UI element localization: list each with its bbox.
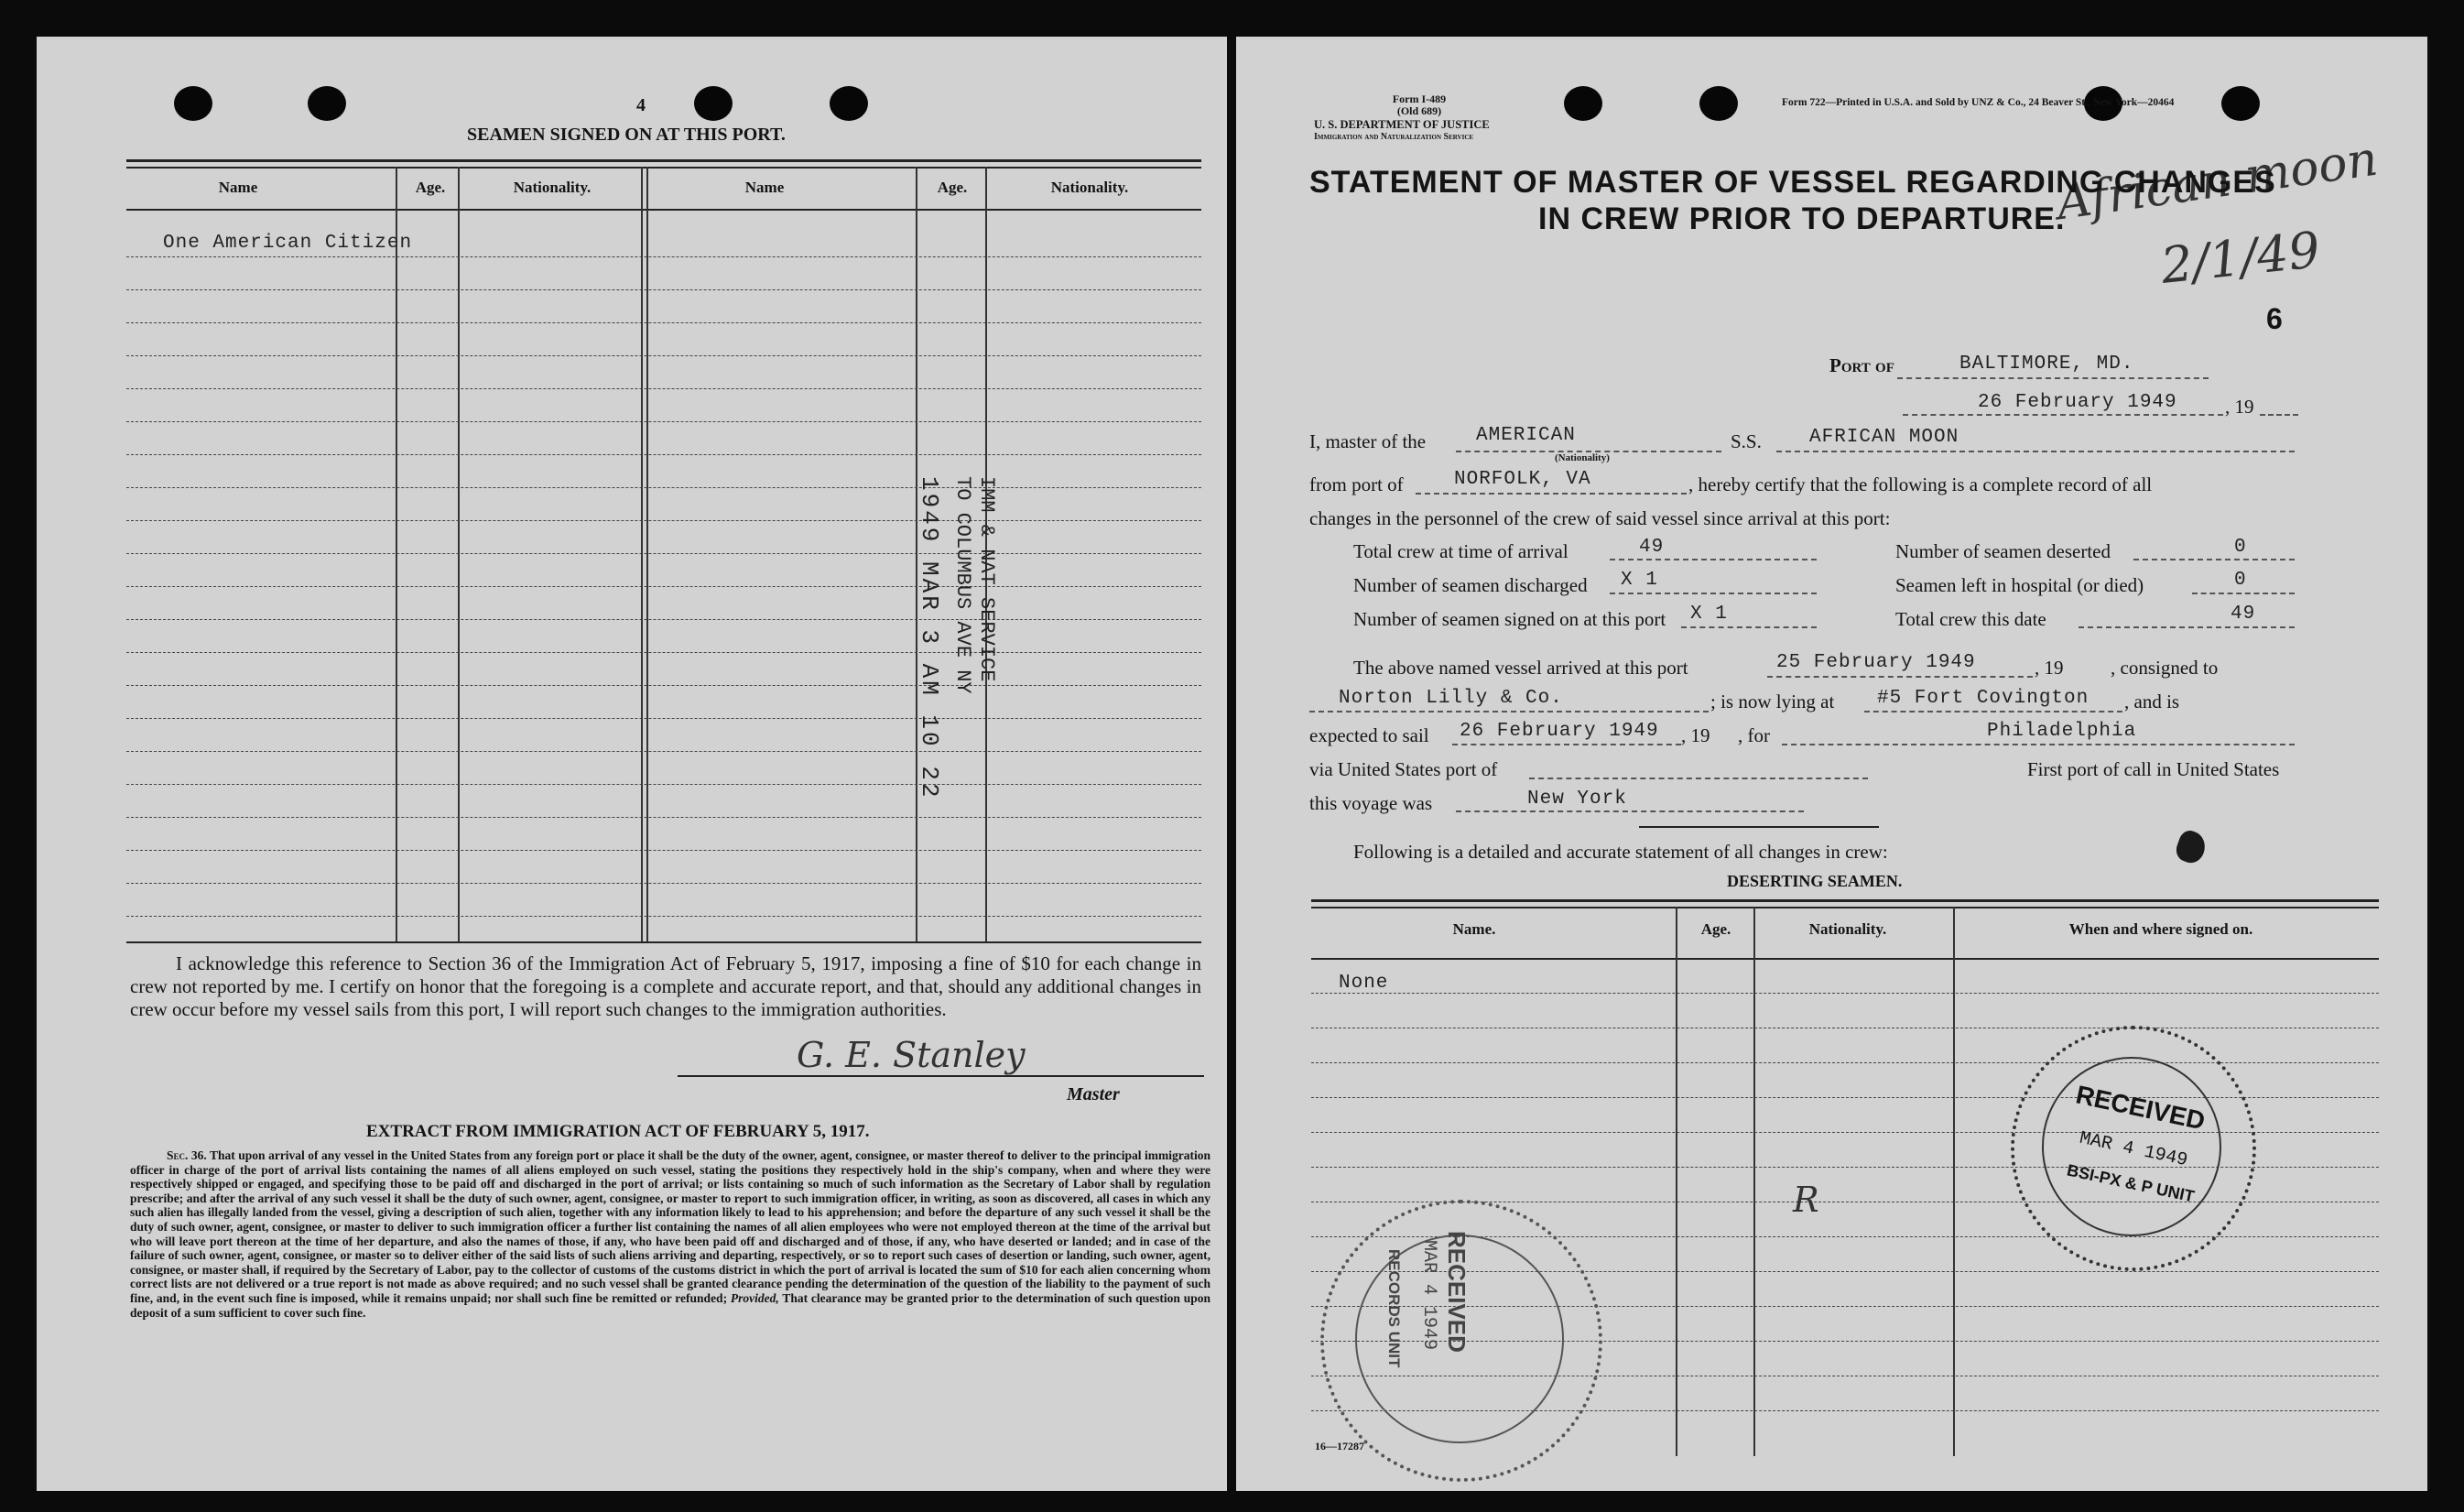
date-stamp-line: IMM & NAT SERVICE — [975, 476, 998, 682]
department: U. S. DEPARTMENT OF JUSTICE — [1314, 118, 1490, 131]
total-crew-date-value: 49 — [2231, 604, 2256, 625]
col-header-when-where: When and where signed on. — [2068, 920, 2253, 938]
col-header-age-2: Age. — [937, 179, 968, 196]
deserted-label: Number of seamen deserted — [1895, 540, 2111, 562]
voyage-value: New York — [1527, 789, 1627, 810]
rule — [126, 209, 1201, 211]
extract-body: That upon arrival of any vessel in the United States from any foreign port or place it shall be the duty of the owner, agent, consignee, or master thereof to deliver to the principal immigration officer in charge of the port of arrival lists containing the names of all aliens employed on such vessel, stating the positions they respectively hold in the ship's company, when and where they were respectively shipped or engaged, and specifying those to be paid off and discharged in the port of arrival; or lists containing so much of such information as the Secretary of Labor shall by regulation prescribe; and after the arrival of any such vessel it shall be the duty of such owner, agent, consignee, or master to report to such immigration officer, in writing, as soon as discovered, all cases in which any such alien has illegally landed from the vessel, giving a description of such alien, together with any information likely to lead to his apprehension; and before the departure of any such vessel it shall be the duty of such owner, agent, consignee, or master to deliver to such immigration officer a further list containing the names of all alien employees who were not employed thereon at the time of the arrival but who will leave port thereon at the time of her departure, and also the names of those, if any, who have been paid off and discharged and of those, if any, who have deserted or landed; and in case of the failure of such owner, agent, consignee, or master so to deliver either of the said lists of such aliens arriving and departing, respectively, or so to report such cases of desertion or landing, such owner, agent, consignee, or master shall, if required by the Secretary of Labor, pay to the collector of customs of the customs district in which the port of arrival is located the sum of $10 for each alien concerning whom correct lists are not delivered or a true report is not made as above required; and no such vessel shall be granted clearance pending the determination of the question of the liability to the payment of such fine, and, in the event such fine is imposed, while it remains unpaid; nor shall such fine be remitted or refunded; — [130, 1148, 1210, 1305]
provided-word: Provided, — [730, 1290, 779, 1305]
field-line — [1767, 676, 2033, 678]
initial-mark: R — [1793, 1180, 1819, 1220]
service: Immigration and Naturalization Service — [1314, 132, 1474, 142]
certify-text: , hereby certify that the following is a complete record of all — [1688, 473, 2153, 495]
rule — [126, 167, 1201, 169]
column-divider — [1676, 907, 1677, 1456]
col-header-age: Age. — [415, 179, 446, 196]
handwritten-vessel-name: African moon — [2053, 131, 2382, 232]
col-header-name-2: Name — [744, 179, 785, 196]
deserted-value: 0 — [2234, 537, 2247, 558]
column-divider — [641, 167, 643, 941]
field-line — [1610, 593, 1817, 594]
changes-text: changes in the personnel of the crew of said vessel since arrival at this port: — [1309, 507, 1891, 529]
col-header-name: Name — [218, 179, 258, 196]
hospital-value: 0 — [2234, 570, 2247, 591]
port-of-label: Port of — [1829, 354, 1894, 376]
port-value: BALTIMORE, MD. — [1959, 354, 2134, 375]
punch-hole — [1564, 86, 1602, 121]
field-line — [1416, 493, 1687, 495]
field-line — [2133, 559, 2295, 560]
col-header-age: Age. — [1700, 920, 1731, 938]
field-line — [1610, 559, 1817, 560]
form-title-line1: STATEMENT OF MASTER OF VESSEL REGARDING CHANGES — [1309, 165, 2276, 200]
total-crew-arrival-value: 49 — [1639, 537, 1665, 558]
total-crew-date-label: Total crew this date — [1895, 608, 2046, 630]
field-line — [1903, 414, 2223, 416]
received-unit: BSI-PX & P UNIT — [2065, 1160, 2197, 1206]
left-page — [37, 37, 1227, 1491]
field-line — [1776, 451, 2295, 452]
master-label: Master — [1067, 1084, 1120, 1104]
field-line — [1782, 744, 2295, 745]
total-crew-arrival-label: Total crew at time of arrival — [1353, 540, 1568, 562]
date-stamp-line: TO COLUMBUS AVE NY — [951, 476, 974, 694]
section-title: SEAMEN SIGNED ON AT THIS PORT. — [467, 125, 786, 145]
field-line — [2192, 593, 2295, 594]
lying-label: ; is now lying at — [1710, 691, 1835, 712]
rule — [1311, 907, 2379, 908]
form-old: (Old 689) — [1396, 104, 1442, 117]
consignee-value: Norton Lilly & Co. — [1339, 688, 1563, 709]
voyage-label: this voyage was — [1309, 792, 1433, 814]
form-number — [1364, 93, 1474, 117]
col-header-nationality: Nationality. — [513, 179, 592, 196]
date-stamp-line: 1949 MAR 3 AM 10 22 — [916, 476, 943, 800]
printer-note: Form 722—Printed in U.S.A. and Sold by UNZ & Co., 24 Beaver St., New York—20464 — [1782, 97, 2175, 108]
following-text: Following is a detailed and accurate statement of all changes in crew: — [1353, 841, 1888, 863]
date-stamp — [916, 476, 998, 800]
received-stamp-2-text — [1385, 1231, 1489, 1451]
received-date-2: MAR 4 1949 — [1418, 1240, 1439, 1351]
form-no: Form I-489 — [1392, 92, 1447, 105]
signed-on-label: Number of seamen signed on at this port — [1353, 608, 1666, 630]
arrived-value: 25 February 1949 — [1776, 652, 1976, 673]
rule — [1639, 826, 1879, 828]
col-header-nationality-2: Nationality. — [1050, 179, 1129, 196]
punch-hole — [830, 86, 868, 121]
via-label: via United States port of — [1309, 758, 1498, 780]
column-divider — [1753, 907, 1755, 1456]
col-header-nationality: Nationality. — [1808, 920, 1887, 938]
expected-suffix: , 19 — [1681, 724, 1710, 746]
received-date: MAR 4 1949 — [2077, 1127, 2190, 1172]
field-line — [1452, 744, 1681, 745]
rule — [126, 941, 1201, 943]
received-stamp — [2011, 1026, 2256, 1271]
received-word: RECEIVED — [2073, 1080, 2208, 1136]
discharged-value: X 1 — [1621, 570, 1658, 591]
handwritten-date: 2/1/49 — [2158, 221, 2323, 295]
column-divider — [1953, 907, 1955, 1456]
signed-on-entry: One American Citizen — [163, 233, 413, 254]
ink-mark — [2173, 828, 2209, 866]
for-label: , for — [1738, 724, 1770, 746]
expected-label: expected to sail — [1309, 724, 1429, 746]
discharged-label: Number of seamen discharged — [1353, 574, 1588, 596]
and-is-text: , and is — [2124, 691, 2180, 712]
vessel-value: AFRICAN MOON — [1809, 427, 1959, 448]
date-value: 26 February 1949 — [1978, 392, 2177, 413]
year-suffix: , 19 — [2225, 396, 2254, 418]
signed-on-value: X 1 — [1690, 604, 1728, 625]
rule — [1311, 958, 2379, 960]
expected-value: 26 February 1949 — [1460, 721, 1659, 742]
field-line — [2079, 626, 2295, 628]
master-of-label: I, master of the — [1309, 430, 1427, 452]
from-port-label: from port of — [1309, 473, 1404, 495]
right-page — [1236, 37, 2427, 1491]
extract-text — [130, 1148, 1210, 1320]
extract-title: EXTRACT FROM IMMIGRATION ACT OF FEBRUARY 5, 1917. — [366, 1122, 870, 1141]
column-divider — [396, 167, 397, 941]
field-line — [1309, 711, 1709, 712]
field-line — [1529, 778, 1868, 779]
received-unit-2: RECORDS UNIT — [1385, 1249, 1403, 1368]
field-line — [1456, 810, 1804, 812]
punch-hole — [174, 86, 212, 121]
from-port-value: NORFOLK, VA — [1454, 469, 1591, 490]
nationality-value: AMERICAN — [1476, 425, 1576, 446]
extract-tail: That clearance may be granted prior to the determination of such question upon deposit of a sum sufficient to cover such fine. — [130, 1290, 1211, 1320]
punch-hole — [1699, 86, 1738, 121]
consigned-label: , consigned to — [2111, 657, 2219, 679]
page-number: 4 — [636, 95, 646, 115]
nationality-caption: (Nationality) — [1555, 452, 1610, 463]
column-divider — [458, 167, 460, 941]
for-value: Philadelphia — [1987, 721, 2137, 742]
form-code: 16—17287 — [1315, 1440, 1364, 1452]
field-line — [1897, 377, 2209, 379]
arrived-suffix: , 19 — [2035, 657, 2064, 679]
master-signature: G. E. Stanley — [797, 1035, 1026, 1075]
department-block — [1314, 118, 1490, 144]
column-divider — [646, 167, 648, 941]
field-line — [1681, 626, 1817, 628]
signature-line — [678, 1075, 1204, 1077]
received-word-2: RECEIVED — [1443, 1231, 1471, 1353]
lying-value: #5 Fort Covington — [1877, 688, 2090, 709]
first-port-label: First port of call in United States — [2027, 758, 2280, 780]
deserting-title: DESERTING SEAMEN. — [1727, 872, 1903, 890]
ss-label: S.S. — [1731, 430, 1762, 452]
arrived-label: The above named vessel arrived at this port — [1353, 657, 1688, 679]
field-line — [2260, 414, 2298, 416]
hospital-label: Seamen left in hospital (or died) — [1895, 574, 2144, 596]
form-title-line2: IN CREW PRIOR TO DEPARTURE. — [1538, 201, 2066, 236]
punch-hole — [694, 86, 733, 121]
punch-hole — [308, 86, 346, 121]
deserting-entry: None — [1339, 973, 1389, 994]
sec-label: Sec. 36. — [167, 1148, 207, 1162]
col-header-name: Name. — [1452, 920, 1496, 938]
field-line — [1864, 711, 2122, 712]
acknowledgment-text: I acknowledge this reference to Section 36 of the Immigration Act of February 5, 1917, imposing a fine of $10 for each change in crew not reported by me. I certify on honor that the foregoing is a complete and accurate report, and that, should any additional changes in crew occur before my vessel sails from this port, I will report such changes to the immigration authorities. — [130, 952, 1201, 1020]
rule — [126, 159, 1201, 162]
punch-hole — [2221, 86, 2260, 121]
rule — [1311, 899, 2379, 902]
page-number: 6 — [2266, 302, 2283, 335]
